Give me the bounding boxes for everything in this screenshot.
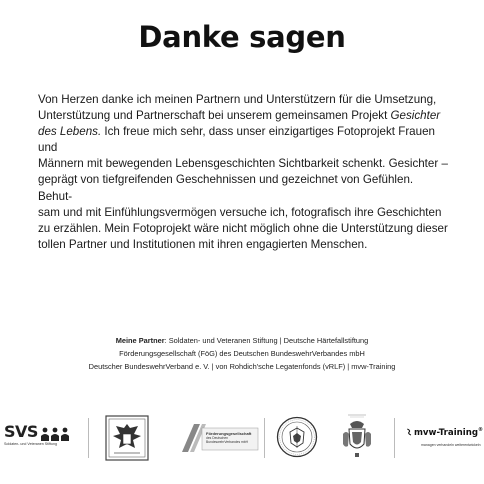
text-span: tollen Partner und Institutionen mit ihren engagierten Menschen.	[38, 237, 368, 251]
foeg-label: Förderungsgesellschaft	[206, 431, 252, 436]
foeg-logo	[180, 420, 260, 454]
svs-wordmark: SVS	[4, 422, 38, 441]
thanks-paragraph	[38, 92, 448, 253]
registered-mark: ®	[478, 426, 483, 433]
haertefall-logo	[104, 414, 150, 462]
paragraph-line	[38, 108, 448, 124]
svs-subtitle: Soldaten- und Veteranen Stiftung	[4, 442, 57, 446]
text-span: Von Herzen danke ich meinen Partnern und Unterstützern für die Umsetzung,	[38, 93, 437, 106]
partner-logos	[0, 408, 484, 468]
partners-line: Förderungsgesellschaft (FöG) des Deutschen BundeswehrVerbandes mbH	[119, 349, 365, 358]
partners-label: Meine Partner	[115, 336, 165, 345]
paragraph-line	[38, 92, 448, 108]
logo-divider	[394, 418, 395, 458]
paragraph-line	[38, 237, 448, 253]
mvw-name: mvw-Training	[413, 427, 478, 438]
text-span: Ich freue mich sehr, dass unser einzigartiges Fotoprojekt Frauen und	[38, 125, 435, 155]
partners-line	[0, 334, 484, 347]
eagle-crest-icon	[104, 414, 150, 462]
page-title: Danke sagen	[138, 20, 346, 54]
text-span: sam und mit Einfühlungsvermögen versuche ich, fotografisch ihre Geschichten	[38, 205, 442, 219]
svs-logo	[4, 422, 72, 446]
text-span: Männern mit bewegenden Lebensgeschichten Sichtbarkeit schenkt. Gesichter –	[38, 157, 448, 171]
text-span: : Soldaten- und Veteranen Stiftung | Deutsche Härtefallstiftung	[164, 336, 369, 345]
logo-divider	[264, 418, 265, 458]
text-span: zu erzählen. Mein Fotoprojekt wäre nicht möglich ohne die Unterstützung dieser	[38, 221, 448, 235]
paragraph-line	[38, 124, 448, 156]
foeg-label: des Deutschen	[206, 436, 228, 440]
mvw-wordmark	[414, 427, 483, 438]
mvw-logo	[407, 422, 483, 447]
vrlf-logo	[340, 412, 374, 462]
mvw-tagline: managen verhandeln weiterentwickeln	[421, 443, 481, 447]
partners-line: Deutscher BundeswehrVerband e. V. | von Rohdich'sche Legatenfonds (vRLF) | mvw-Training	[88, 362, 396, 371]
dbwv-logo	[276, 416, 318, 458]
partners-list	[0, 334, 484, 373]
heraldic-crest-icon	[340, 412, 374, 462]
text-span: geprägt von tiefgreifenden Geschehnissen und gezeichnet von Gefühlen. Behut-	[38, 173, 414, 203]
round-seal-icon	[276, 416, 318, 458]
text-span: Unterstützung und Partnerschaft bei unserem gemeinsamen Projekt	[38, 109, 391, 123]
swoosh-icon	[407, 422, 412, 442]
foeg-label: BundeswehrVerbandes mbH	[206, 440, 248, 444]
paragraph-line	[38, 156, 448, 172]
logo-divider	[88, 418, 89, 458]
project-title-italic: Gesichter	[390, 109, 441, 123]
paragraph-line	[38, 172, 448, 204]
paragraph-line	[38, 205, 448, 221]
paragraph-line	[38, 221, 448, 237]
people-silhouettes-icon	[40, 427, 70, 441]
project-title-italic: des Lebens.	[38, 125, 102, 139]
